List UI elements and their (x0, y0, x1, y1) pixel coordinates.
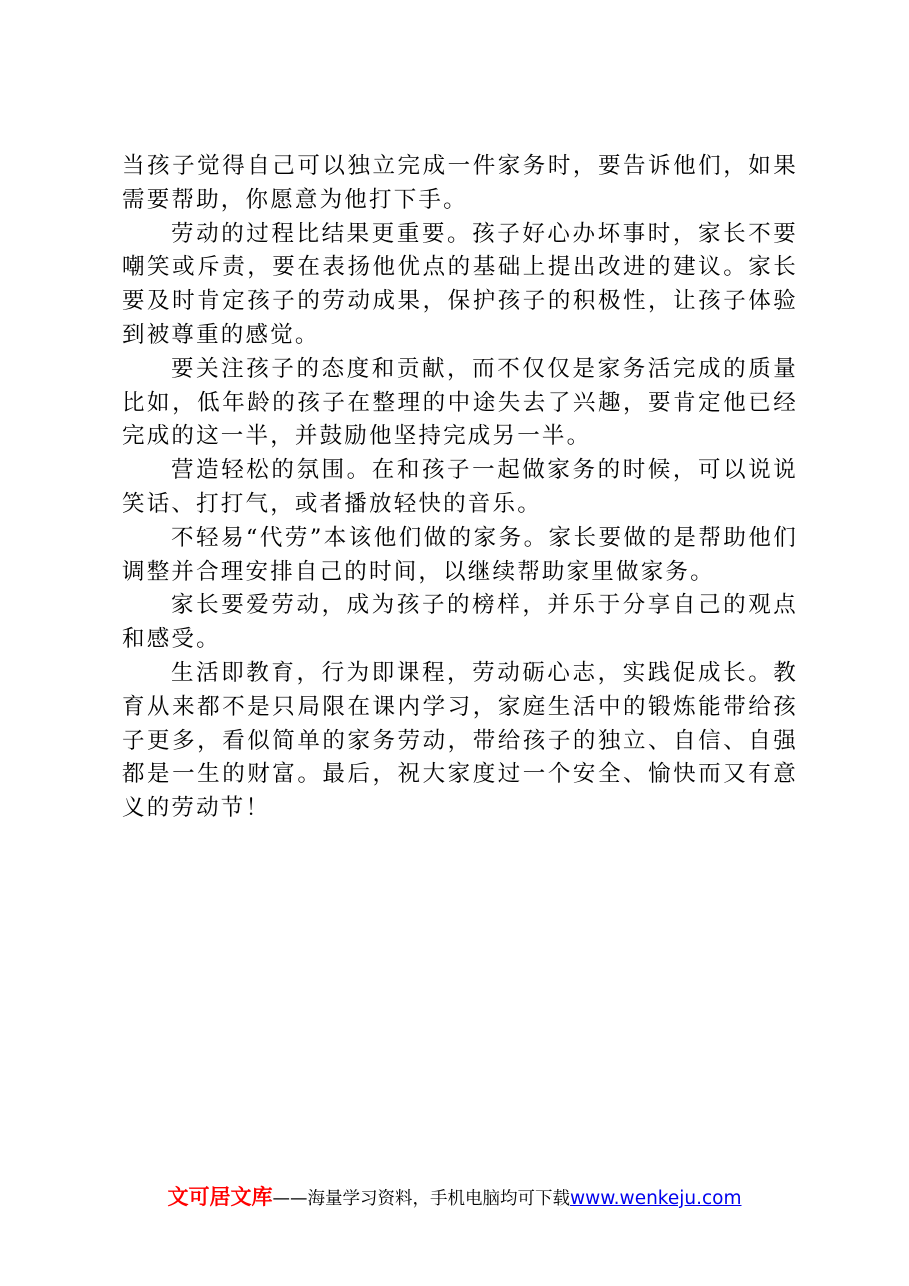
paragraph-5: 不轻易“代劳”本该他们做的家务。家长要做的是帮助他们调整并合理安排自己的时间，以继续帮助家里做家务。 (122, 524, 798, 585)
document-body (122, 150, 798, 826)
paragraph-1: 当孩子觉得自己可以独立完成一件家务时，要告诉他们，如果需要帮助，你愿意为他打下手。 (122, 153, 798, 213)
footer-brand: 文可居文库 (167, 1185, 273, 1209)
footer-tagline: ——海量学习资料，手机电脑均可下载 (272, 1189, 570, 1209)
paragraph-6: 家长要爱劳动，成为孩子的榜样，并乐于分享自己的观点和感受。 (122, 592, 798, 653)
page-footer (0, 1181, 909, 1211)
paragraph-4: 营造轻松的氛围。在和孩子一起做家务的时候，可以说说笑话、打打气，或者播放轻快的音乐。 (122, 457, 798, 517)
footer-website-link[interactable]: www.wenkeju.com (569, 1188, 742, 1209)
paragraph-2: 劳动的过程比结果更重要。孩子好心办坏事时，家长不要嘲笑或斥责，要在表扬他优点的基础上提出改进的建议。家长要及时肯定孩子的劳动成果，保护孩子的积极性，让孩子体验到被尊重的感觉。 (122, 220, 798, 348)
paragraph-3: 要关注孩子的态度和贡献，而不仅仅是家务活完成的质量比如，低年龄的孩子在整理的中途失去了兴趣，要肯定他已经完成的这一半，并鼓励他坚持完成另一半。 (122, 355, 798, 450)
paragraph-7: 生活即教育，行为即课程，劳动砺心志，实践促成长。教育从来都不是只局限在课内学习，家庭生活中的锻炼能带给孩子更多，看似简单的家务劳动，带给孩子的独立、自信、自强都是一生的财富。最后，祝大家度过一个安全、愉快而又有意义的劳动节！ (122, 659, 798, 822)
